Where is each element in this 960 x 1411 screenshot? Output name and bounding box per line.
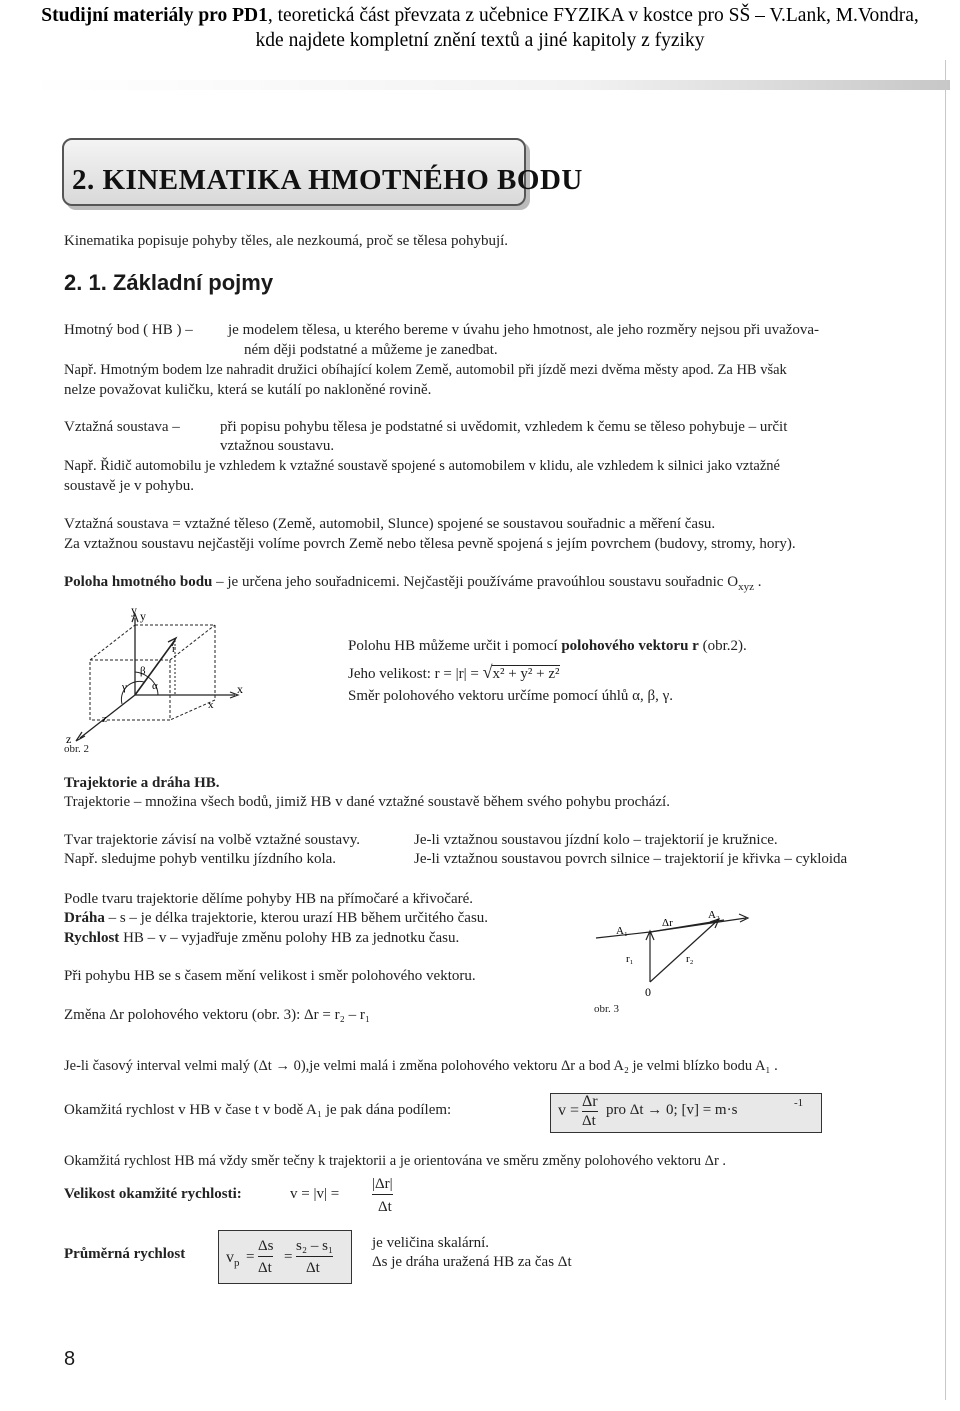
poloha-line <box>64 573 761 597</box>
page-number: 8 <box>64 1348 76 1370</box>
delta-r-line: Změna Δr polohového vektoru (obr. 3): Δr = r₂ – r₁ <box>64 1007 371 1023</box>
poloha-end: . <box>753 574 762 590</box>
fig3-a1: A₁ <box>616 925 628 937</box>
document-header-line2: kde najdete kompletní znění textů a jiné kapitoly z fyziky <box>255 30 705 51</box>
vector-change-text: Při pohybu HB se s časem mění velikost i směr polohového vektoru. <box>64 968 476 984</box>
formula-num: Δr <box>582 1093 598 1110</box>
header-bold: Studijní materiály pro PD1 <box>41 5 268 26</box>
sqrt-icon: √ <box>482 662 493 682</box>
rychlost-line <box>64 929 459 948</box>
vs-example2: soustavě je v pohybu. <box>64 478 194 494</box>
fig2-alpha-label: α <box>152 680 158 692</box>
avg-velocity-label: Průměrná rychlost <box>64 1246 186 1262</box>
pv-a: Polohu HB můžeme určit i pomocí <box>348 638 562 654</box>
fig2-z2-label: z <box>102 713 107 725</box>
magnitude-eq: v = |v| = <box>290 1186 340 1202</box>
tangent-direction-line: Okamžitá rychlost HB má vždy směr tečny k trajektorii a je orientována ve směru změny polohového vektoru Δr . <box>64 1153 727 1169</box>
avg-num2: s₂ – s₁ <box>296 1237 333 1257</box>
vs-def1: při popisu pohybu tělesa je podstatné si uvědomit, vzhledem k čemu se těleso pohybuje – určit <box>220 419 788 435</box>
poloha-vector-line <box>348 637 747 656</box>
avg-v: v <box>226 1249 234 1266</box>
traj-col1-line1: Tvar trajektorie závisí na volbě vztažné soustavy. <box>64 832 360 848</box>
fig2-gamma-label: γ <box>122 681 127 693</box>
fig3-origin: 0 <box>645 985 651 999</box>
avg-scalar-text: je veličina skalární. <box>372 1235 490 1251</box>
draha-line <box>64 909 488 928</box>
rychlost-term: Rychlost <box>64 930 120 946</box>
traj-col2-line1: Je-li vztažnou soustavou jízdní kolo – trajektorií je kružnice. <box>414 832 778 848</box>
fig2-y-label: y <box>131 603 137 617</box>
pv-b: polohového vektoru r <box>561 638 699 654</box>
scan-shadow <box>20 80 950 90</box>
poloha-angles: Směr polohového vektoru určíme pomocí úhlů α, β, γ. <box>348 688 673 704</box>
page-edge <box>945 60 946 1400</box>
figure-2-axes <box>60 600 280 760</box>
fig2-r-label: r <box>172 643 176 655</box>
poloha-magnitude <box>348 663 560 684</box>
vs-term: Vztažná soustava – <box>64 419 180 435</box>
instant-velocity-line: Okamžitá rychlost v HB v čase t v bodě A₁ je pak dána podílem: <box>64 1102 452 1118</box>
pm-text: Jeho velikost: r = |r| = <box>348 666 483 682</box>
avg-num1: Δs <box>258 1237 273 1257</box>
fig2-beta-label: β <box>140 665 146 677</box>
fig3-delta-r: Δr <box>662 917 673 929</box>
magnitude-num: |Δr| <box>372 1175 393 1195</box>
vs-choice: Za vztažnou soustavu nejčastěji volíme povrch Země nebo tělesa pevně spojená s jejím povrchem (budovy, stromy, hory). <box>64 536 796 552</box>
vs-definition: Vztažná soustava = vztažné těleso (Země, automobil, Slunce) spojené se soustavou souřadnic a měření času. <box>64 516 716 532</box>
header-rest: , teoretická část převzata z učebnice FYZIKA v kostce pro SŠ – V.Lank, M.Vondra, <box>267 5 919 26</box>
fig2-caption: obr. 2 <box>64 743 90 755</box>
hb-example1: Např. Hmotným bodem lze nahradit družici obíhající kolem Země, automobil při jízdě mezi dvěma městy apod. Za HB však <box>64 362 787 378</box>
hb-def1: je modelem tělesa, u kterého bereme v úvahu jeho hmotnost, ale jeho rozměry nejsou při uvažova- <box>228 322 820 338</box>
pv-c: (obr.2). <box>698 638 747 654</box>
draha-def: – s – je délka trajektorie, kterou urazí HB během určitého času. <box>104 910 489 926</box>
poloha-rest: – je určena jeho souřadnicemi. Nejčastěji používáme pravoúhlou soustavu souřadnic O <box>212 574 739 590</box>
formula-den: Δt <box>582 1113 596 1129</box>
fig3-a2: A₂ <box>708 909 720 921</box>
avg-den1: Δt <box>258 1260 272 1276</box>
rychlost-def: HB – v – vyjadřuje změnu polohy HB za jednotku času. <box>119 930 460 946</box>
avg-den2: Δt <box>306 1260 320 1276</box>
fig2-x-label: x <box>237 682 243 696</box>
document-header-line1 <box>0 4 960 28</box>
poloha-term: Poloha hmotného bodu <box>64 574 213 590</box>
pm-sqrt: x² + y² + z² <box>492 666 560 682</box>
formula-rest: pro Δt → 0; [v] = m·s <box>606 1102 738 1118</box>
hb-example2: nelze považovat kuličku, která se kutálí po nakloněné rovině. <box>64 382 432 398</box>
vs-def2: vztažnou soustavu. <box>220 438 335 454</box>
avg-eq1: = <box>246 1249 255 1265</box>
fig3-r2: r₂ <box>686 953 694 965</box>
traj-def: Trajektorie – množina všech bodů, jimiž HB v dané vztažné soustavě během svého pohybu prochází. <box>64 794 670 810</box>
fig2-z-label: z <box>66 732 72 746</box>
fig3-caption: obr. 3 <box>594 1003 620 1015</box>
magnitude-den: Δt <box>378 1199 392 1215</box>
traj-col1-line2: Např. sledujme pohyb ventilku jízdního kola. <box>64 851 337 867</box>
avg-eq2: = <box>284 1249 293 1265</box>
poloha-sub: xyz <box>738 581 754 593</box>
traj-col2-line2: Je-li vztažnou soustavou povrch silnice – trajektorií je křivka – cykloida <box>414 851 848 867</box>
hb-term: Hmotný bod ( HB ) – <box>64 322 193 338</box>
small-interval-line: Je-li časový interval velmi malý (Δt → 0),je velmi malá i změna polohového vektoru Δr a bod A₂ je velmi blízko bodu A₁ . <box>64 1058 778 1074</box>
traj-division: Podle tvaru trajektorie dělíme pohyby HB na přímočaré a křivočaré. <box>64 891 474 907</box>
magnitude-label: Velikost okamžité rychlosti: <box>64 1186 242 1202</box>
draha-term: Dráha <box>64 910 105 926</box>
section-heading: 2. 1. Základní pojmy <box>64 270 274 295</box>
avg-vp <box>226 1248 240 1273</box>
avg-ds-text: Δs je dráha uražená HB za čas Δt <box>372 1254 572 1270</box>
formula-v-eq: v = <box>558 1102 580 1119</box>
fig2-y2-label: y <box>140 609 146 623</box>
formula-exp: -1 <box>794 1097 804 1109</box>
fig2-x2-label: x <box>208 699 214 711</box>
vs-example1: Např. Řidič automobilu je vzhledem k vztažné soustavě spojené s automobilem v klidu, ale vzhledem k silnici jako vztažné <box>64 458 780 474</box>
traj-heading: Trajektorie a dráha HB. <box>64 775 220 791</box>
avg-sub: p <box>234 1257 240 1270</box>
chapter-title: 2. KINEMATIKA HMOTNÉHO BODU <box>72 164 583 196</box>
hb-def2: ném ději podstatné a můžeme je zanedbat. <box>244 342 498 358</box>
fig3-r1: r₁ <box>626 953 634 965</box>
intro-text: Kinematika popisuje pohyby těles, ale nezkoumá, proč se tělesa pohybují. <box>64 233 509 249</box>
